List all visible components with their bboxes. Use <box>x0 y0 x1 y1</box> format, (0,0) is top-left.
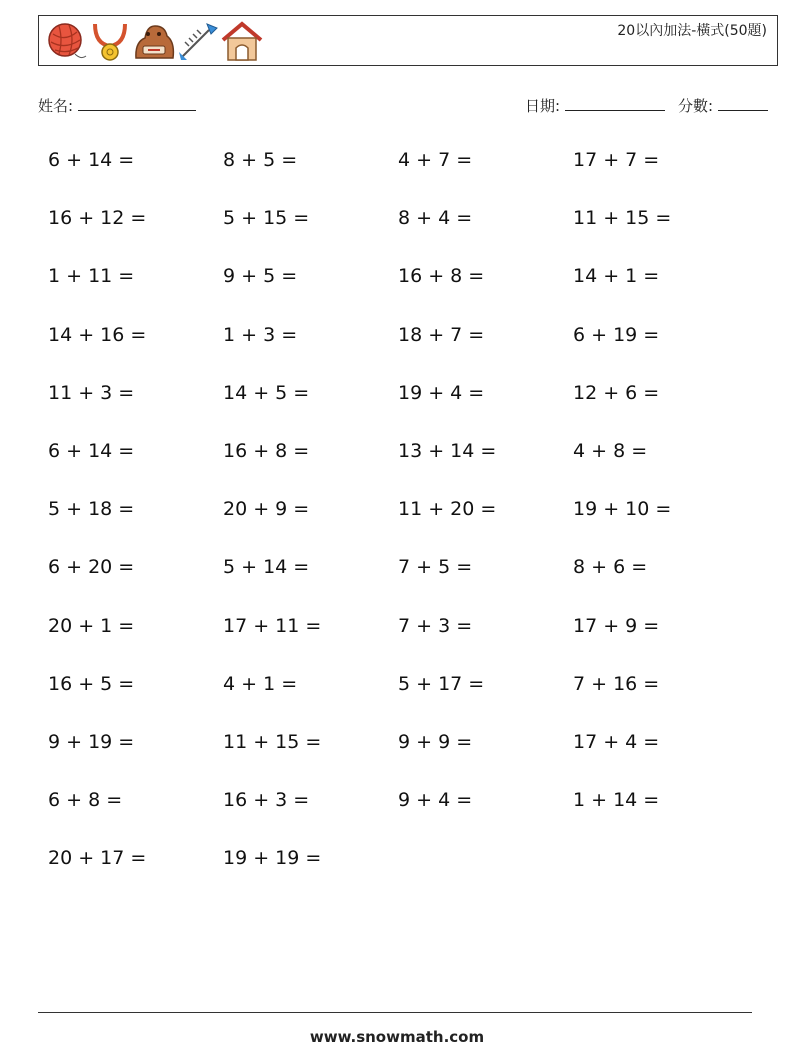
problem-item: 16 + 8 = <box>398 265 485 288</box>
problem-item: 17 + 9 = <box>573 614 660 637</box>
problem-item: 11 + 3 = <box>48 381 135 404</box>
icon-strip <box>45 20 263 64</box>
problem-item: 8 + 5 = <box>223 149 298 171</box>
score-blank[interactable] <box>718 96 768 111</box>
fish-bone-icon <box>177 20 219 62</box>
problem-item: 9 + 5 = <box>223 265 298 288</box>
problem-item: 12 + 6 = <box>573 381 660 404</box>
problem-item: 16 + 12 = <box>48 207 147 230</box>
problem-item: 17 + 4 = <box>573 730 660 753</box>
problem-item: 13 + 14 = <box>398 439 497 462</box>
problem-item: 8 + 6 = <box>573 556 648 579</box>
problem-item: 9 + 4 = <box>398 789 473 812</box>
problem-item: 19 + 4 = <box>398 381 485 404</box>
worksheet-title: 20以內加法-橫式(50題) <box>617 23 767 39</box>
date-field <box>525 95 665 116</box>
problem-item: 19 + 10 = <box>573 498 672 521</box>
problem-item: 8 + 4 = <box>398 207 473 230</box>
date-blank[interactable] <box>565 96 665 111</box>
name-blank[interactable] <box>78 96 196 111</box>
score-label: 分數: <box>678 97 714 115</box>
problem-item: 11 + 20 = <box>398 498 497 521</box>
footer-website: www.snowmath.com <box>309 1028 485 1046</box>
problem-item: 5 + 18 = <box>48 498 135 521</box>
problem-item: 16 + 5 = <box>48 672 135 695</box>
date-label: 日期: <box>525 97 561 115</box>
footer-divider <box>38 1012 752 1013</box>
problem-item: 17 + 7 = <box>573 149 660 171</box>
problem-item: 1 + 14 = <box>573 789 660 812</box>
problem-item: 18 + 7 = <box>398 323 485 346</box>
problem-item: 6 + 20 = <box>48 556 135 579</box>
problem-item: 11 + 15 = <box>223 730 322 753</box>
problem-item: 5 + 17 = <box>398 672 485 695</box>
problem-item: 14 + 16 = <box>48 323 147 346</box>
problem-item: 9 + 9 = <box>398 730 473 753</box>
problem-item: 20 + 9 = <box>223 498 310 521</box>
name-label: 姓名: <box>38 97 74 115</box>
problem-item: 6 + 19 = <box>573 323 660 346</box>
problem-item: 16 + 3 = <box>223 789 310 812</box>
worksheet-header <box>38 15 778 66</box>
problem-item: 1 + 3 = <box>223 323 298 346</box>
pet-collar-icon <box>89 20 131 62</box>
problem-item: 14 + 1 = <box>573 265 660 288</box>
problem-item: 20 + 1 = <box>48 614 135 637</box>
problem-item: 11 + 15 = <box>573 207 672 230</box>
problem-item: 4 + 8 = <box>573 439 648 462</box>
problem-item: 9 + 19 = <box>48 730 135 753</box>
problem-item: 7 + 16 = <box>573 672 660 695</box>
problem-item: 4 + 7 = <box>398 149 473 171</box>
problem-item: 20 + 17 = <box>48 847 147 870</box>
problem-grid <box>48 140 748 896</box>
problem-item: 6 + 14 = <box>48 149 135 171</box>
problem-item: 5 + 15 = <box>223 207 310 230</box>
problem-item: 4 + 1 = <box>223 672 298 695</box>
problem-item: 7 + 3 = <box>398 614 473 637</box>
yarn-ball-icon <box>45 20 87 62</box>
problem-item: 1 + 11 = <box>48 265 135 288</box>
problem-item: 5 + 14 = <box>223 556 310 579</box>
problem-item: 17 + 11 = <box>223 614 322 637</box>
problem-item: 19 + 19 = <box>223 847 322 870</box>
name-field <box>38 95 196 116</box>
problem-item: 16 + 8 = <box>223 439 310 462</box>
problem-item: 6 + 14 = <box>48 439 135 462</box>
doghouse-icon <box>221 20 263 62</box>
problem-item: 6 + 8 = <box>48 789 123 812</box>
score-field <box>678 95 768 116</box>
dog-bed-icon <box>133 20 175 62</box>
problem-item: 14 + 5 = <box>223 381 310 404</box>
problem-item: 7 + 5 = <box>398 556 473 579</box>
